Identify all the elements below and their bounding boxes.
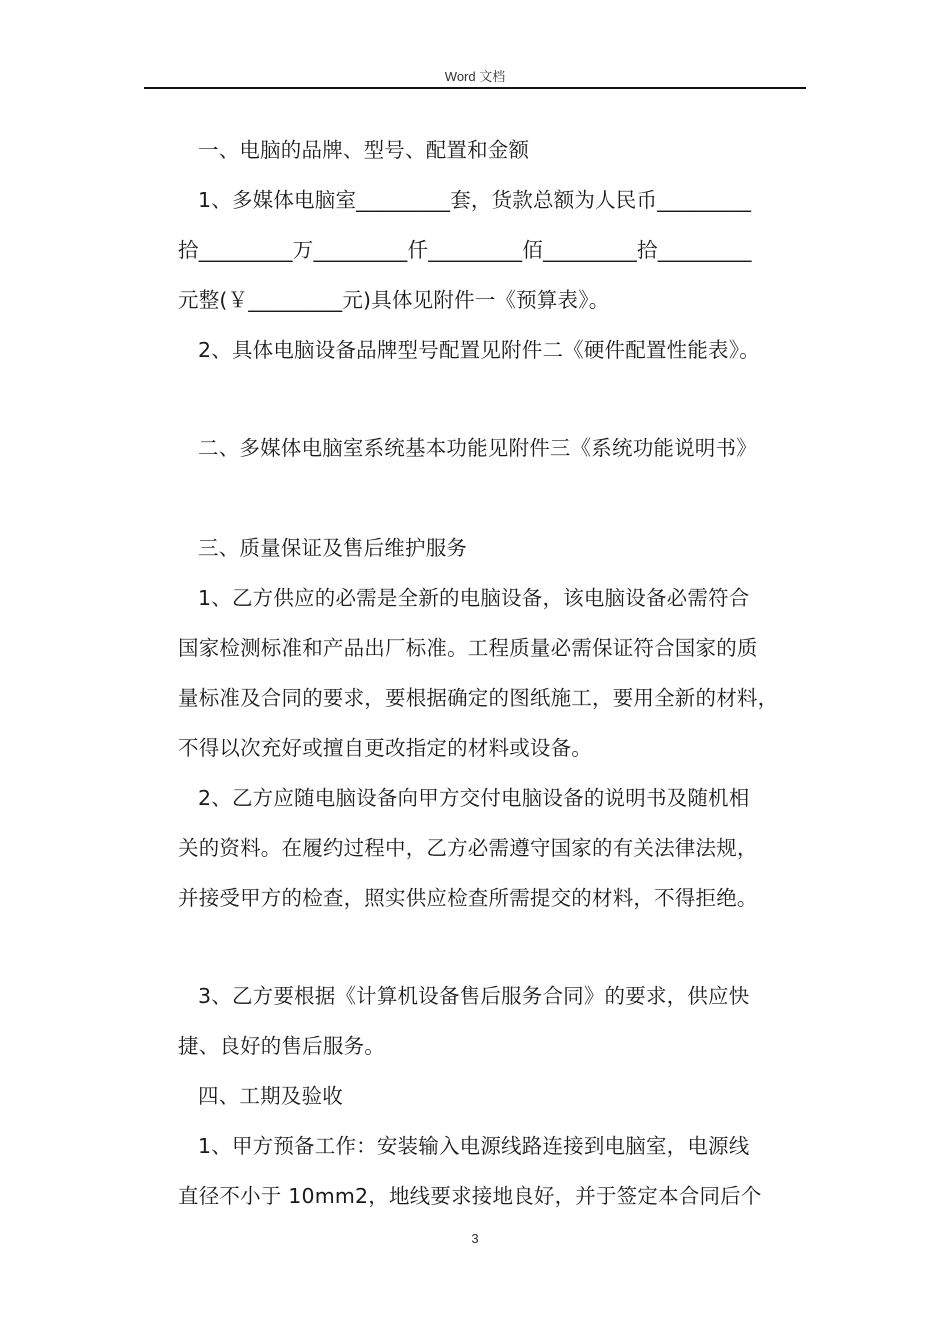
paragraph-line: 国家检测标准和产品出厂标准。工程质量必需保证符合国家的质 <box>178 636 758 660</box>
section-heading-4: 四、工期及验收 <box>198 1084 343 1108</box>
paragraph-line: 3、乙方要根据《计算机设备售后服务合同》的要求，供应快 <box>198 984 750 1008</box>
paragraph-line: 元整(￥_________元)具体见附件一《预算表》。 <box>178 288 610 312</box>
paragraph-line: 拾_________万_________仟_________佰_________拾_________ <box>178 238 752 262</box>
section-heading-2: 二、多媒体电脑室系统基本功能见附件三《系统功能说明书》 <box>198 436 757 460</box>
paragraph-line: 量标准及合同的要求，要根据确定的图纸施工，要用全新的材料， <box>178 686 779 710</box>
section-heading-3: 三、质量保证及售后维护服务 <box>198 536 468 560</box>
paragraph-line: 2、乙方应随电脑设备向甲方交付电脑设备的说明书及随机相 <box>198 786 750 810</box>
paragraph-line: 并接受甲方的检查，照实供应检查所需提交的材料，不得拒绝。 <box>178 886 758 910</box>
paragraph-line: 关的资料。在履约过程中，乙方必需遵守国家的有关法律法规， <box>178 836 758 860</box>
page-header-title: Word 文档 <box>444 69 506 84</box>
page-number: 3 <box>471 1231 479 1246</box>
header-divider <box>144 87 806 89</box>
paragraph-line: 捷、良好的售后服务。 <box>178 1034 385 1058</box>
paragraph-line: 1、乙方供应的必需是全新的电脑设备，该电脑设备必需符合 <box>198 586 750 610</box>
paragraph-line: 1、多媒体电脑室_________套，货款总额为人民币_________ <box>198 188 752 212</box>
section-heading-1: 一、电脑的品牌、型号、配置和金额 <box>198 138 530 162</box>
paragraph-line: 2、具体电脑设备品牌型号配置见附件二《硬件配置性能表》。 <box>198 338 760 362</box>
paragraph-line: 直径不小于 10mm2，地线要求接地良好，并于签定本合同后个 <box>178 1184 762 1208</box>
paragraph-line: 不得以次充好或擅自更改指定的材料或设备。 <box>178 736 592 760</box>
paragraph-line: 1、甲方预备工作：安装输入电源线路连接到电脑室，电源线 <box>198 1134 750 1158</box>
